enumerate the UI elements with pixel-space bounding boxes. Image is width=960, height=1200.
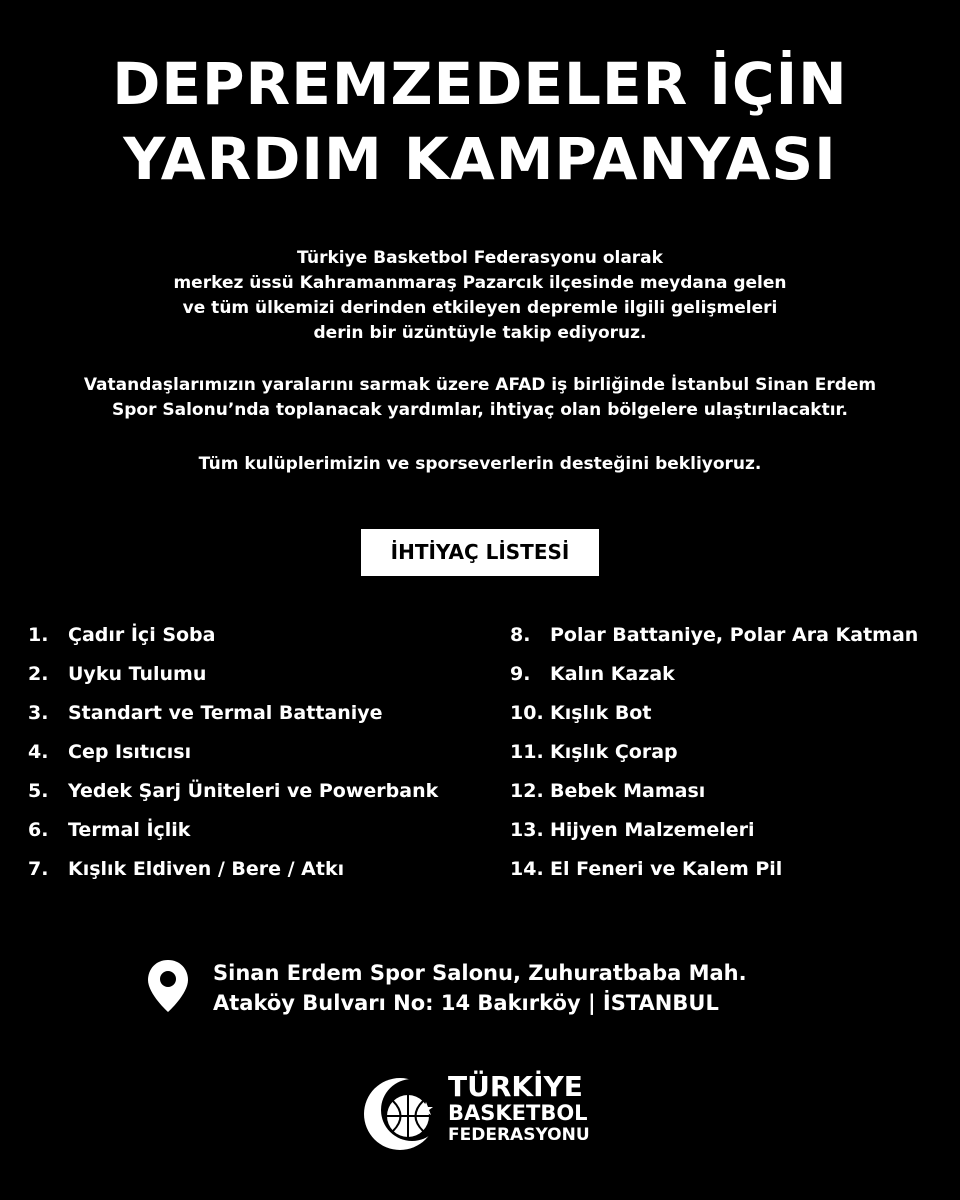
afad-line: Spor Salonu’nda toplanacak yardımlar, ihtiyaç olan bölgelere ulaştırılacaktır. (112, 400, 848, 420)
item-number: 2. (28, 663, 49, 685)
item-label: Uyku Tulumu (68, 663, 207, 685)
item-label: Termal İçlik (68, 819, 191, 841)
list-item (510, 857, 918, 896)
afad-paragraph (20, 373, 940, 423)
item-number: 14. (510, 858, 544, 880)
item-label: Cep Isıtıcısı (68, 741, 192, 763)
title-line-2: YARDIM KAMPANYASI (123, 125, 837, 193)
intro-line: Türkiye Basketbol Federasyonu olarak (297, 248, 663, 268)
list-item (28, 701, 438, 740)
needs-list-title: İHTİYAÇ LİSTESİ (361, 529, 599, 576)
needs-list-left (28, 623, 438, 896)
location-pin-icon (146, 958, 190, 1018)
item-label: Standart ve Termal Battaniye (68, 702, 383, 724)
item-label: Kalın Kazak (550, 663, 675, 685)
afad-line: Vatandaşlarımızın yaralarını sarmak üzere AFAD iş birliğinde İstanbul Sinan Erdem (83, 375, 877, 395)
item-label: Kışlık Bot (550, 702, 652, 724)
item-number: 12. (510, 780, 544, 802)
intro-paragraph (20, 246, 940, 346)
item-number: 9. (510, 663, 531, 685)
title-line-1: DEPREMZEDELER İÇİN (112, 50, 848, 118)
item-number: 11. (510, 741, 544, 763)
item-number: 6. (28, 819, 49, 841)
item-number: 5. (28, 780, 49, 802)
list-item (510, 662, 918, 701)
list-item (510, 818, 918, 857)
basketball-crescent-logo (360, 1072, 444, 1152)
item-label: Kışlık Eldiven / Bere / Atkı (68, 858, 345, 880)
item-number: 13. (510, 819, 544, 841)
list-item (510, 701, 918, 740)
intro-line: merkez üssü Kahramanmaraş Pazarcık ilçesinde meydana gelen (173, 273, 787, 293)
logo-wordmark (448, 1072, 590, 1146)
list-item (510, 623, 918, 662)
item-number: 4. (28, 741, 49, 763)
list-item (510, 740, 918, 779)
item-label: Hijyen Malzemeleri (550, 819, 755, 841)
address-line-1: Sinan Erdem Spor Salonu, Zuhuratbaba Mah. (213, 961, 747, 985)
list-item (28, 818, 438, 857)
logo-line-3: FEDERASYONU (448, 1125, 590, 1145)
list-item (28, 857, 438, 896)
list-item (510, 779, 918, 818)
address-line-2: Ataköy Bulvarı No: 14 Bakırköy | İSTANBUL (213, 991, 719, 1015)
item-label: El Feneri ve Kalem Pil (550, 858, 783, 880)
logo-line-2: BASKETBOL (448, 1101, 588, 1125)
item-label: Bebek Maması (550, 780, 706, 802)
item-number: 1. (28, 624, 49, 646)
item-number: 8. (510, 624, 531, 646)
federation-logo (360, 1072, 600, 1152)
logo-line-1: TÜRKİYE (448, 1070, 583, 1103)
item-number: 3. (28, 702, 49, 724)
item-number: 7. (28, 858, 49, 880)
item-label: Polar Battaniye, Polar Ara Katman (550, 624, 919, 646)
list-item (28, 662, 438, 701)
support-paragraph: Tüm kulüplerimizin ve sporseverlerin desteğini bekliyoruz. (198, 454, 762, 474)
list-item (28, 623, 438, 662)
venue-address (213, 958, 747, 1018)
list-item (28, 779, 438, 818)
intro-line: ve tüm ülkemizi derinden etkileyen depremle ilgili gelişmeleri (182, 298, 778, 318)
item-label: Kışlık Çorap (550, 741, 678, 763)
list-item (28, 740, 438, 779)
item-label: Yedek Şarj Üniteleri ve Powerbank (68, 780, 439, 802)
item-label: Çadır İçi Soba (68, 624, 216, 646)
item-number: 10. (510, 702, 544, 724)
needs-list-right (510, 623, 918, 896)
intro-line: derin bir üzüntüyle takip ediyoruz. (313, 323, 647, 343)
